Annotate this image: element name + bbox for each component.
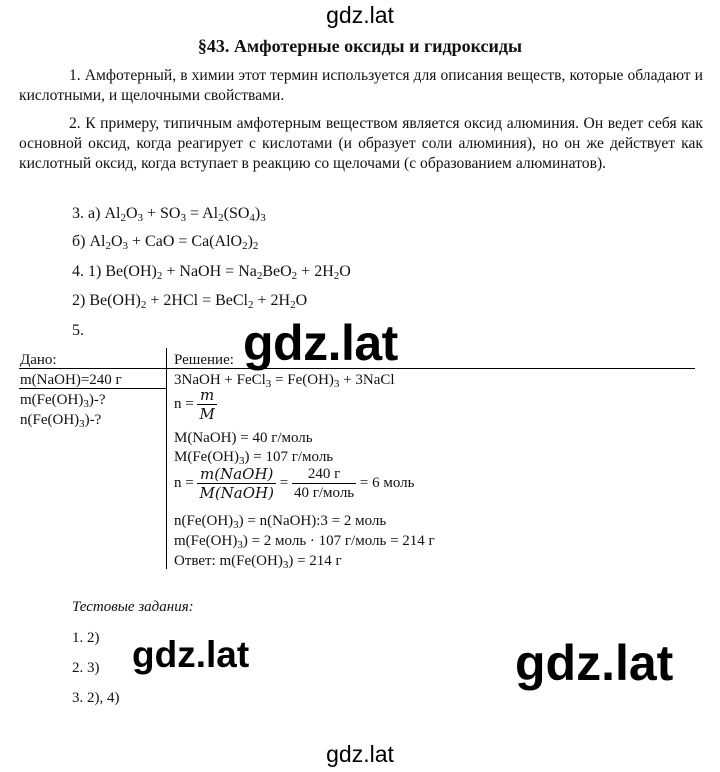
given-header: Дано: xyxy=(20,352,57,368)
find-amount-feoh3: $n(Fe(OH)_3)-$? xyxy=(20,412,102,430)
equation-3b: б) $Al_2O_3$ + CaO = $Ca(AlO_2)_2$ xyxy=(72,233,259,252)
equation-label: 4. 1) xyxy=(72,263,102,280)
fraction-num: 240 г xyxy=(292,465,356,484)
equation-3a: 3. а) $Al_2O_3 + SO_3 = Al_2(SO_4)_3$ xyxy=(72,205,266,224)
solution-formula-n: n = $\frac{m}{M}$ xyxy=(174,386,215,423)
solution-amount-naoh: n = $\frac{\text{m(NaOH)}}{\text{M(NaOH)}}$ = $\frac{240 г}{\text{40 г/моль}}$ = 6 моль xyxy=(174,465,415,502)
find-mass-feoh3: $m(Fe(OH)_3)-$? xyxy=(20,392,106,410)
watermark-bottom: gdz.lat xyxy=(326,741,394,767)
test-answer-1: 1. 2) xyxy=(72,630,100,646)
paragraph-2: 2. К примеру, типичным амфотерным веществом является оксид алюминия. Он ведет себя как основной оксид, когда реагирует с кислотами (и образует соли алюминия), но он же действует как кислотный оксид, когда вступает в реакцию со щелочами (с образованием алюминатов). xyxy=(19,115,703,172)
equation-4-2: 2) $Be(OH)_2 + 2HCl$ = BeCl$_2$ + $2H_2O$ xyxy=(72,292,308,311)
fraction-m-over-M: $\frac{m}{M}$ xyxy=(199,386,215,423)
equation-label: б) xyxy=(72,233,86,250)
tests-title: Тестовые задания: xyxy=(72,599,194,615)
item-5-label: 5. xyxy=(72,322,84,339)
equation-label: 3. а) xyxy=(72,205,101,222)
fraction-den: 40 г/моль xyxy=(293,485,355,501)
solution-molar-feoh3: $M(Fe(OH)_3) = 107$ г/моль xyxy=(174,449,334,467)
solution-molar-naoh: M(NaOH) = 40 г/моль xyxy=(174,430,313,446)
given-mass-naoh: m(NaOH)=240 г xyxy=(20,372,122,388)
equation-4-1: 4. 1) $Be(OH)_2$ + NaOH = $Na_2BeO_2 + 2H_2O$ xyxy=(72,263,351,282)
paragraph-1: 1. Амфотерный, в химии этот термин используется для описания веществ, которые обладают и кислотными, и щелочными свойствами. xyxy=(19,67,703,104)
table-divider-vertical xyxy=(166,348,167,569)
solution-answer: Ответ: $m(Fe(OH)_3) = 214$ г xyxy=(174,553,342,571)
test-answer-2: 2. 3) xyxy=(72,660,100,676)
solution-mass-feoh3: $m(Fe(OH)_3) = 2$ моль · 107 г/моль = 214 г xyxy=(174,533,435,551)
equation-label: 2) xyxy=(72,292,86,309)
fraction-values xyxy=(292,465,356,502)
watermark-top: gdz.lat xyxy=(326,2,394,28)
watermark-lower-left: gdz.lat xyxy=(132,634,250,675)
fraction-m-naoh: $\frac{\text{m(NaOH)}}{\text{M(NaOH)}}$ xyxy=(199,465,274,502)
test-answer-3: 3. 2), 4) xyxy=(72,690,120,706)
watermark-lower-right: gdz.lat xyxy=(515,635,674,691)
solution-reaction: 3NaOH + FeCl$_3$ = $Fe(OH)_3$ + 3NaCl xyxy=(174,372,395,390)
solution-header: Решение: xyxy=(174,352,234,368)
watermark-middle: gdz.lat xyxy=(243,315,398,371)
solution-amount-feoh3: $n(Fe(OH)_3)$ = n(NaOH):3 = 2 моль xyxy=(174,513,387,531)
n-equals: n = xyxy=(174,474,194,491)
page-title: §43. Амфотерные оксиды и гидроксиды xyxy=(197,36,523,56)
amount-result: = 6 моль xyxy=(359,474,415,491)
